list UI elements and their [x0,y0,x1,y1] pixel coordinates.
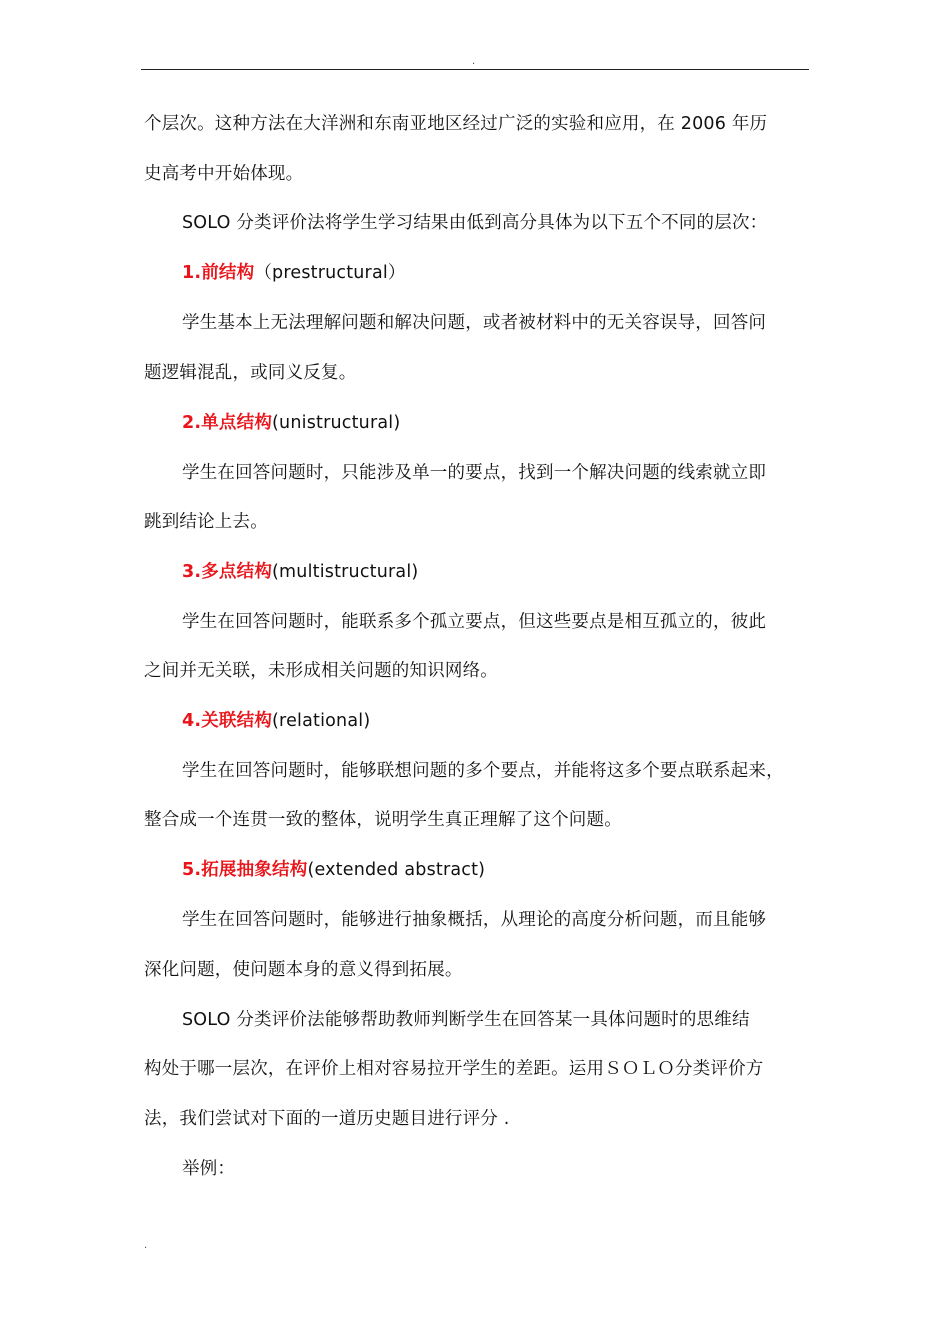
section-heading-english: (unistructural) [272,413,401,433]
section-heading-label: 2.单点结构 [182,413,273,433]
header-mark: . [472,56,476,67]
section-heading-label: 3.多点结构 [182,562,273,582]
header-rule [141,69,809,70]
section-heading-3 [182,560,418,584]
body-line: 学生在回答问题时，能够联想问题的多个要点，并能将这多个要点联系起来， [182,761,784,781]
body-line: 构处于哪一层次，在评价上相对容易拉开学生的差距。运用ＳＯＬＯ分类评价方 [144,1059,764,1079]
body-line: 学生在回答问题时，能联系多个孤立要点，但这些要点是相互孤立的，彼此 [182,612,767,632]
section-heading-english: (multistructural) [272,562,419,582]
body-line: 跳到结论上去。 [144,512,268,532]
body-line: 之间并无关联，未形成相关问题的知识网络。 [144,661,498,681]
section-heading-english: (extended abstract) [307,860,486,880]
section-heading-label: 4.关联结构 [182,711,273,731]
body-line: 深化问题，使问题本身的意义得到拓展。 [144,960,463,980]
body-line: SOLO 分类评价法能够帮助教师判断学生在回答某一具体问题时的思维结 [182,1010,750,1030]
section-heading-5 [182,858,485,882]
section-heading-label: 1.前结构 [182,263,255,283]
section-heading-english: (relational) [272,711,371,731]
section-heading-label: 5.拓展抽象结构 [182,860,308,880]
body-line: 学生在回答问题时，只能涉及单一的要点，找到一个解决问题的线索就立即 [182,463,767,483]
body-line: 学生在回答问题时，能够进行抽象概括，从理论的高度分析问题，而且能够 [182,910,767,930]
body-line: 学生基本上无法理解问题和解决问题，或者被材料中的无关容误导，回答问 [182,313,767,333]
body-line: 史高考中开始体现。 [144,164,304,184]
section-heading-2 [182,411,400,435]
section-heading-english: （prestructural） [254,263,406,283]
section-heading-4 [182,709,370,733]
body-line: 题逻辑混乱，或同义反复。 [144,363,357,383]
section-heading-1 [182,261,406,285]
body-line: 个层次。这种方法在大洋洲和东南亚地区经过广泛的实验和应用，在 2006 年历 [144,114,768,134]
body-line: 举例： [182,1159,236,1179]
body-line: 整合成一个连贯一致的整体，说明学生真正理解了这个问题。 [144,810,622,830]
body-line: SOLO 分类评价法将学生学习结果由低到高分具体为以下五个不同的层次： [182,213,768,233]
body-line: 法，我们尝试对下面的一道历史题目进行评分 . [144,1109,510,1129]
footer-mark: . [144,1240,148,1251]
